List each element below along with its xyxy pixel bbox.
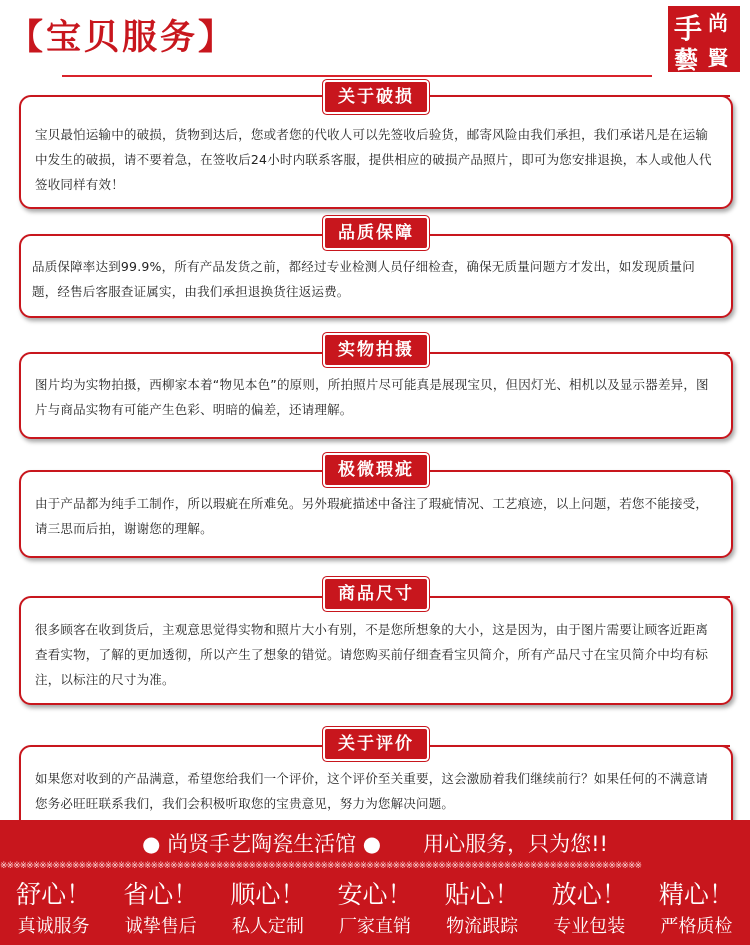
service-item: 诚挚售后 <box>124 916 197 937</box>
quality-guarantee-text: 品质保障率达到99.9%，所有产品发货之前，都经过专业检测人员仔细检查，确保无质量问题方才发出，如发现质量问题，经售后客服查证属实，由我们承担退换货往返运费。 <box>32 259 696 299</box>
section-title-photos: 实物拍摄 <box>325 335 427 365</box>
footer-pattern: ※※※※※※※※※※※※※※※※※※※※※※※※※※※※※※※※※※※※※※※※※※※※※※※※※※※※※※※※※※※※※※※※※※※※※※※※※※※※※※※※※※※※※※※※※※※※※※※※※※ <box>0 861 642 871</box>
service-item: 严格质检 <box>660 916 733 937</box>
footer-slogan: ● 尚贤手艺陶瓷生活馆 ● 用心服务，只为您!! <box>142 832 608 856</box>
damage-policy-text: 宝贝最怕运输中的破损，货物到达后，您或者您的代收人可以先签收后验货，邮寄风险由我们承担，我们承诺凡是在运输中发生的破损，请不要着急，在签收后24小时内联系客服，提供相应的破损产品照片，即可为您安排退换，本人或他人代签收同样有效！ <box>35 127 712 192</box>
brand-logo <box>666 4 742 74</box>
section-title-damage: 关于破损 <box>325 82 427 112</box>
service-item: 物流跟踪 <box>446 916 519 937</box>
feeling-item: 精心！ <box>658 880 734 909</box>
service-item: 厂家直销 <box>338 916 411 937</box>
service-item: 私人定制 <box>231 916 304 937</box>
service-item: 真诚服务 <box>17 916 90 937</box>
feeling-item: 舒心！ <box>16 880 92 909</box>
footer-feelings <box>0 875 750 911</box>
logo-char-1: 手 <box>674 12 703 45</box>
minor-flaws-text: 由于产品都为纯手工制作，所以瑕疵在所难免。另外瑕疵描述中备注了瑕疵情况、工艺痕迹，以上问题，若您不能接受，请三思而后拍，谢谢您的理解。 <box>35 496 709 536</box>
product-size-text: 很多顾客在收到货后，主观意思觉得实物和照片大小有别，不是您所想象的大小，这是因为，由于图片需要让顾客近距离查看实物，了解的更加透彻，所以产生了想象的错觉。请您购买前仔细查看宝贝简介，所有产品尺寸在宝贝简介中均有标注，以标注的尺寸为准。 <box>35 622 709 687</box>
feeling-item: 顺心！ <box>230 880 306 909</box>
logo-char-4: 賢 <box>708 46 728 70</box>
header-divider <box>62 75 652 77</box>
review-text: 如果您对收到的产品满意，希望您给我们一个评价，这个评价至关重要，这会激励着我们继续前行？如果任何的不满意请您务必旺旺联系我们，我们会积极听取您的宝贵意见，努力为您解决问题。 <box>35 771 709 811</box>
logo-char-2: 尚 <box>708 11 728 35</box>
section-title-size: 商品尺寸 <box>325 579 427 609</box>
feeling-item: 安心！ <box>337 880 413 909</box>
section-title-flaws: 极微瑕疵 <box>325 455 427 485</box>
footer-services <box>0 912 750 938</box>
section-title-review: 关于评价 <box>325 729 427 759</box>
page-title: 【宝贝服务】 <box>8 17 237 58</box>
service-item: 专业包装 <box>553 916 626 937</box>
feeling-item: 省心！ <box>123 880 199 909</box>
logo-char-3: 藝 <box>674 45 698 74</box>
section-title-quality: 品质保障 <box>325 218 427 248</box>
feeling-item: 贴心！ <box>444 880 520 909</box>
real-photo-text: 图片均为实物拍摄，西柳家本着“物见本色”的原则，所拍照片尽可能真是展现宝贝，但因灯光、相机以及显示器差异，图片与商品实物有可能产生色彩、明暗的偏差，还请理解。 <box>35 377 709 417</box>
feeling-item: 放心！ <box>551 880 627 909</box>
